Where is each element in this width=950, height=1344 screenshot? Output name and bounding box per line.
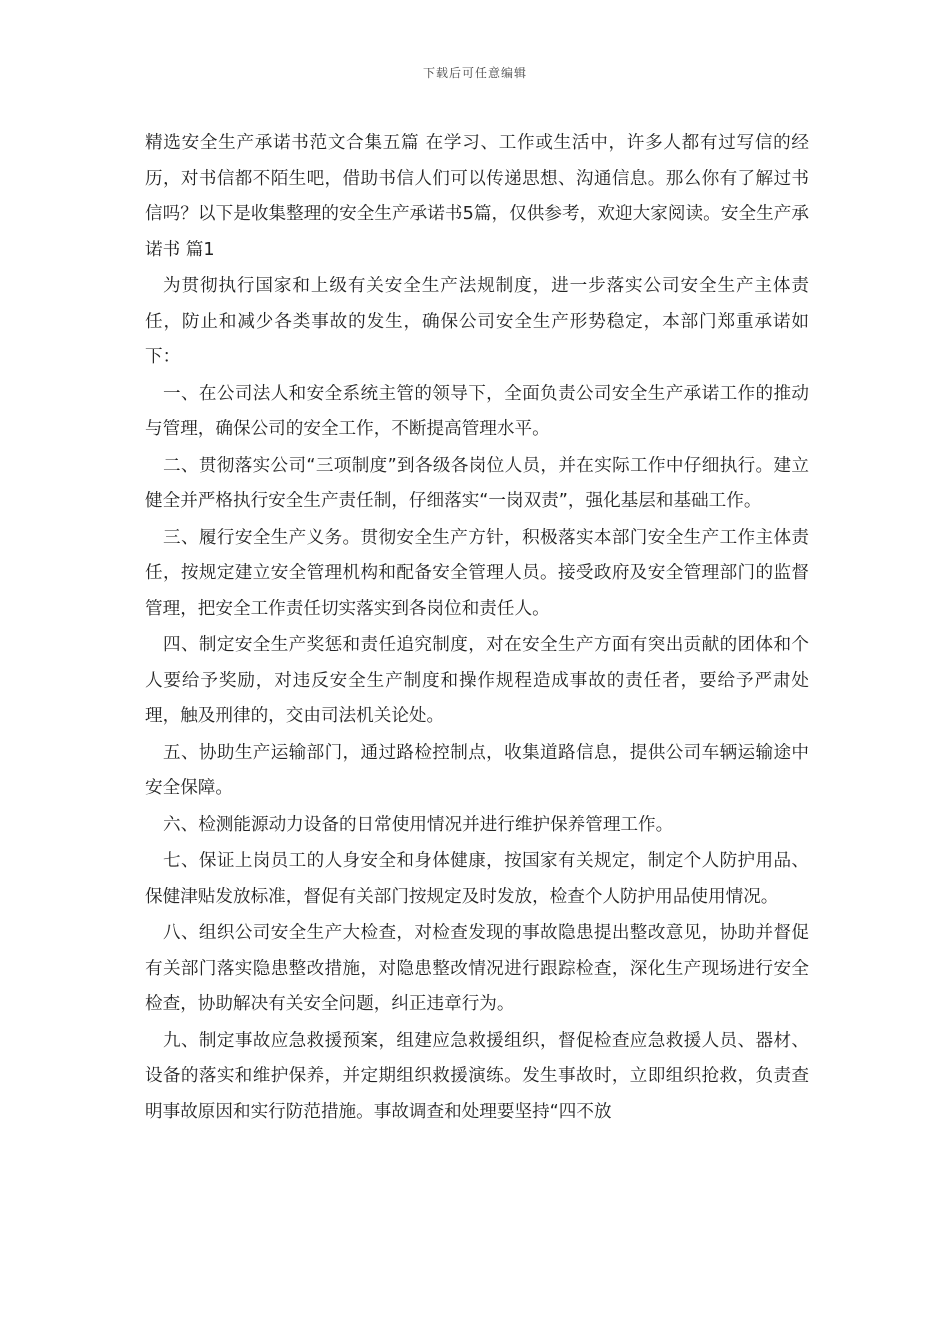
paragraph-item-8: 八、组织公司安全生产大检查，对检查发现的事故隐患提出整改意见，协助并督促有关部门落实隐患整改措施，对隐患整改情况进行跟踪检查，深化生产现场进行安全检查，协助解决有关安全问题，纠正违章行为。 xyxy=(145,923,809,1014)
paragraph-item-6: 六、检测能源动力设备的日常使用情况并进行维护保养管理工作。 xyxy=(163,814,674,835)
paragraph-item-1: 一、在公司法人和安全系统主管的领导下，全面负责公司安全生产承诺工作的推动与管理，确保公司的安全工作，不断提高管理水平。 xyxy=(145,383,809,439)
document-body xyxy=(145,126,809,1131)
paragraph-item-2: 二、贯彻落实公司“三项制度”到各级各岗位人员，并在实际工作中仔细执行。建立健全并严格执行安全生产责任制，仔细落实“一岗双责”，强化基层和基础工作。 xyxy=(145,455,809,511)
paragraph-item-7: 七、保证上岗员工的人身安全和身体健康，按国家有关规定，制定个人防护用品、保健津贴发放标准，督促有关部门按规定及时发放，检查个人防护用品使用情况。 xyxy=(145,851,809,907)
paragraph-item-3: 三、履行安全生产义务。贯彻安全生产方针，积极落实本部门安全生产工作主体责任，按规定建立安全管理机构和配备安全管理人员。接受政府及安全管理部门的监督管理，把安全工作责任切实落实到各岗位和责任人。 xyxy=(145,527,809,619)
paragraph-item-4: 四、制定安全生产奖惩和责任追究制度，对在安全生产方面有突出贡献的团体和个人要给予奖励，对违反安全生产制度和操作规程造成事故的责任者，要给予严肃处理，触及刑律的，交由司法机关论处。 xyxy=(145,635,809,726)
paragraph-item-9: 九、制定事故应急救援预案，组建应急救援组织，督促检查应急救援人员、器材、设备的落实和维护保养，并定期组织救援演练。发生事故时，立即组织抢救，负责查明事故原因和实行防范措施。事故调查和处理要坚持“四不放 xyxy=(145,1030,809,1122)
intro-paragraph: 精选安全生产承诺书范文合集五篇 在学习、工作或生活中，许多人都有过写信的经历，对书信都不陌生吧，借助书信人们可以传递思想、沟通信息。那么你有了解过书信吗？以下是收集整理的安全生产承诺书5篇，仅供参考，欢迎大家阅读。安全生产承诺书 篇1 xyxy=(145,133,809,260)
paragraph-preamble: 为贯彻执行国家和上级有关安全生产法规制度，进一步落实公司安全生产主体责任，防止和减少各类事故的发生，确保公司安全生产形势稳定，本部门郑重承诺如下： xyxy=(145,276,809,367)
page-header-note: 下载后可任意编辑 xyxy=(422,66,527,80)
paragraph-item-5: 五、协助生产运输部门，通过路检控制点，收集道路信息，提供公司车辆运输途中安全保障。 xyxy=(145,742,809,798)
